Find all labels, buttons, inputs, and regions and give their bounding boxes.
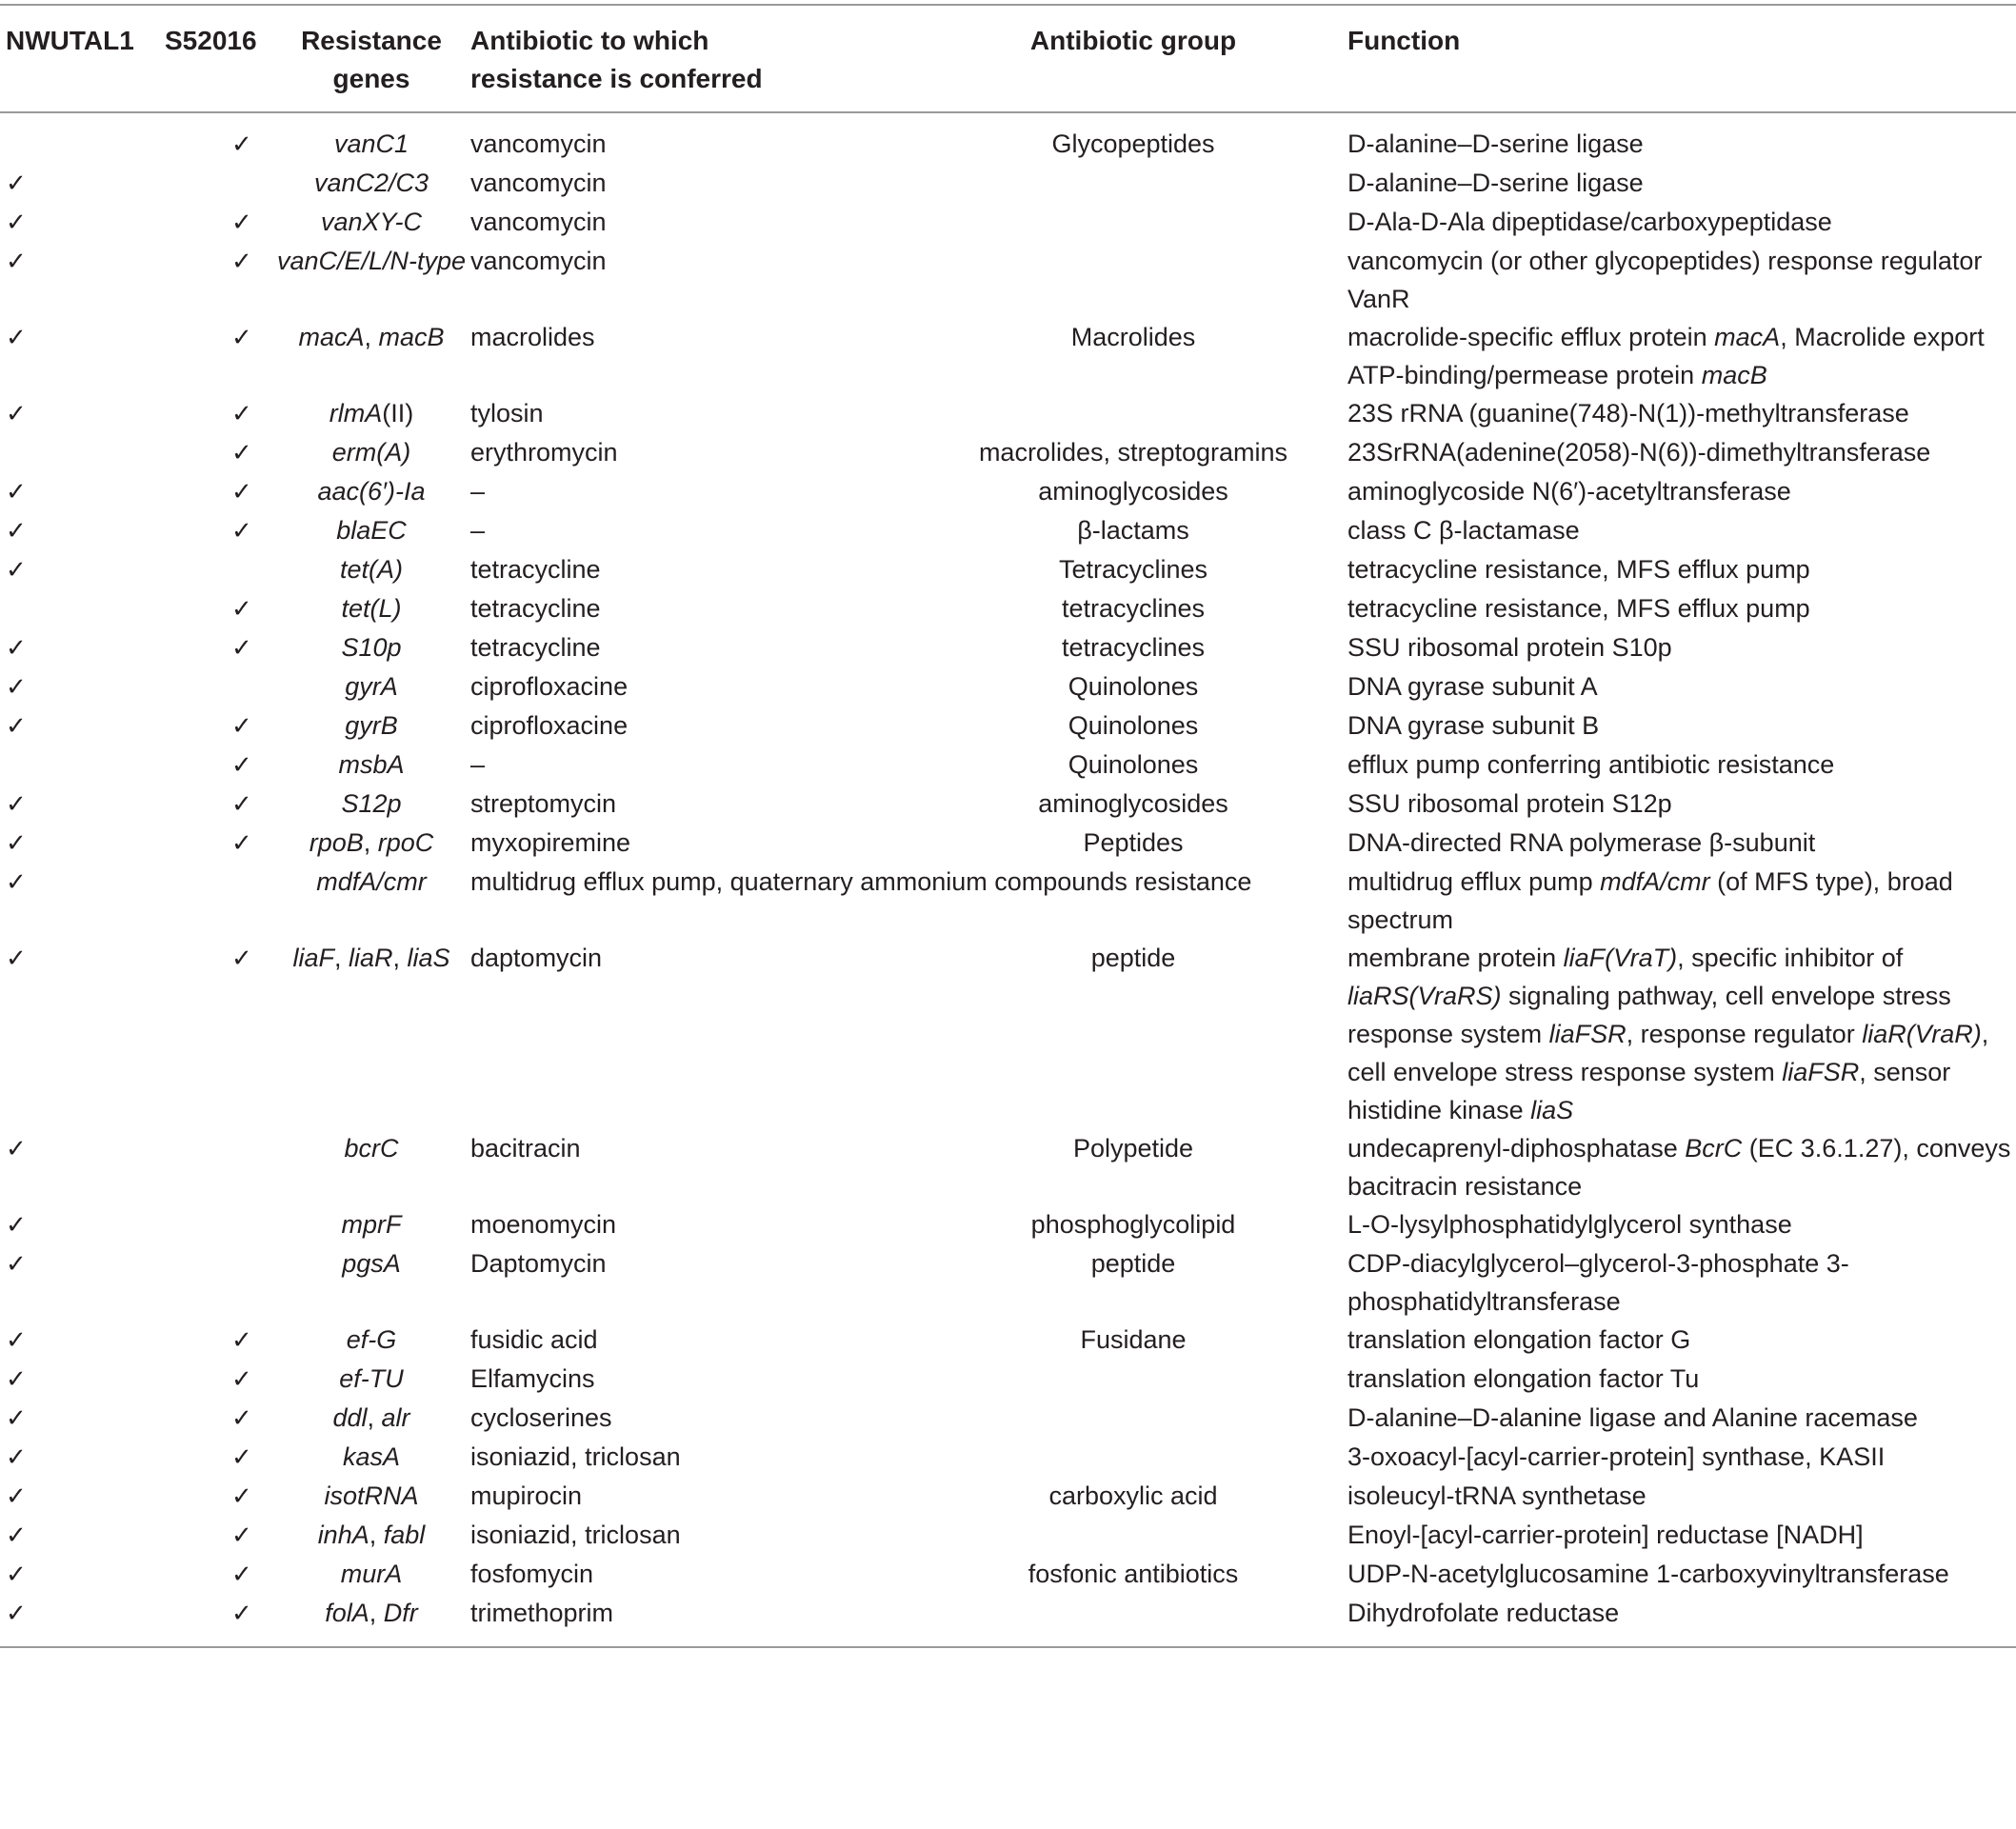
function-cell: undecaprenyl-diphosphatase BcrC (EC 3.6.1.27), conveys bacitracin resistance — [1347, 1134, 2011, 1201]
function-cell: D-Ala-D-Ala dipeptidase/carboxypeptidase — [1347, 208, 1832, 236]
check-icon: ✓ — [6, 868, 27, 897]
table-row — [0, 1555, 2016, 1594]
function-cell: macrolide-specific efflux protein macA, Macrolide export ATP-binding/permease protein macB — [1347, 323, 1985, 389]
function-cell: L-O-lysylphosphatidylglycerol synthase — [1347, 1210, 1792, 1239]
gene-cell: msbA — [338, 750, 405, 779]
header-antibiotic-text: Antibiotic to which resistance is conferred — [470, 26, 763, 93]
antibiotic-group-cell — [919, 1438, 1347, 1477]
header-s52016: S52016 — [165, 26, 257, 55]
gene-cell: blaEC — [336, 516, 407, 545]
nwutal1-cell — [0, 203, 162, 242]
nwutal1-cell — [0, 1129, 162, 1205]
antibiotic-group-cell: Polypetide — [1072, 1134, 1194, 1163]
check-icon: ✓ — [6, 169, 27, 198]
check-icon: ✓ — [6, 478, 27, 507]
function-cell: Dihydrofolate reductase — [1347, 1599, 1620, 1627]
table-row — [0, 394, 2016, 433]
antibiotic-cell: cycloserines — [470, 1403, 612, 1432]
function-cell: class C β-lactamase — [1347, 516, 1580, 545]
antibiotic-cell: isoniazid, triclosan — [470, 1442, 681, 1471]
table-row — [0, 785, 2016, 824]
check-icon: ✓ — [231, 1482, 252, 1511]
antibiotic-group-cell: tetracyclines — [1061, 594, 1206, 623]
function-cell: Enoyl-[acyl-carrier-protein] reductase [NADH] — [1347, 1521, 1864, 1549]
nwutal1-cell — [0, 628, 162, 667]
gene-cell: kasA — [342, 1442, 401, 1471]
s52016-cell — [162, 1244, 276, 1321]
header-antibiotic — [467, 5, 919, 112]
function-cell: isoleucyl-tRNA synthetase — [1347, 1481, 1647, 1510]
antibiotic-group-cell: aminoglycosides — [1038, 477, 1228, 506]
antibiotic-cell: tetracycline — [470, 555, 601, 584]
antibiotic-cell: isoniazid, triclosan — [470, 1521, 681, 1549]
check-icon: ✓ — [231, 400, 252, 428]
s52016-cell — [162, 433, 276, 472]
gene-cell: mprF — [341, 1210, 402, 1239]
function-cell: SSU ribosomal protein S10p — [1347, 633, 1672, 662]
gene-cell: isotRNA — [324, 1481, 419, 1510]
s52016-cell — [162, 1399, 276, 1438]
s52016-cell — [162, 164, 276, 203]
function-cell: D-alanine–D-alanine ligase and Alanine racemase — [1347, 1403, 1918, 1432]
antibiotic-cell: tylosin — [470, 399, 544, 427]
check-icon: ✓ — [231, 1326, 252, 1355]
gene-cell: erm(A) — [331, 438, 411, 467]
function-cell: 23SrRNA(adenine(2058)-N(6))-dimethyltransferase — [1347, 438, 1931, 467]
s52016-cell — [162, 1438, 276, 1477]
table-row — [0, 1594, 2016, 1647]
antibiotic-group-cell: Fusidane — [1080, 1325, 1187, 1354]
function-cell: vancomycin (or other glycopeptides) response regulator VanR — [1347, 247, 1983, 313]
s52016-cell — [162, 1594, 276, 1647]
antibiotic-group-cell: fosfonic antibiotics — [1028, 1560, 1239, 1588]
gene-cell: vanC2/C3 — [313, 169, 429, 197]
antibiotic-cell: trimethoprim — [470, 1599, 614, 1627]
nwutal1-cell — [0, 112, 162, 164]
check-icon: ✓ — [231, 944, 252, 973]
table-row — [0, 1321, 2016, 1360]
nwutal1-cell — [0, 433, 162, 472]
nwutal1-cell — [0, 1477, 162, 1516]
table-row — [0, 203, 2016, 242]
check-icon: ✓ — [6, 1521, 27, 1550]
table-row — [0, 863, 2016, 939]
check-icon: ✓ — [6, 1211, 27, 1240]
nwutal1-cell — [0, 939, 162, 1129]
check-icon: ✓ — [6, 944, 27, 973]
check-icon: ✓ — [6, 712, 27, 741]
function-cell: DNA-directed RNA polymerase β-subunit — [1347, 828, 1816, 857]
header-row — [0, 5, 2016, 112]
nwutal1-cell — [0, 511, 162, 550]
antibiotic-cell: tetracycline — [470, 594, 601, 623]
antibiotic-cell: macrolides — [470, 323, 595, 351]
check-icon: ✓ — [6, 673, 27, 702]
s52016-cell — [162, 746, 276, 785]
nwutal1-cell — [0, 1438, 162, 1477]
check-icon: ✓ — [231, 634, 252, 663]
s52016-cell — [162, 318, 276, 394]
nwutal1-cell — [0, 1205, 162, 1244]
check-icon: ✓ — [6, 829, 27, 858]
antibiotic-group-cell — [919, 1594, 1347, 1647]
nwutal1-cell — [0, 164, 162, 203]
nwutal1-cell — [0, 1321, 162, 1360]
table-row — [0, 164, 2016, 203]
table-row — [0, 1205, 2016, 1244]
antibiotic-cell: ciprofloxacine — [470, 672, 629, 701]
antibiotic-group-cell: Peptides — [1083, 828, 1184, 857]
check-icon: ✓ — [6, 209, 27, 237]
s52016-cell — [162, 1360, 276, 1399]
check-icon: ✓ — [231, 751, 252, 780]
antibiotic-group-cell — [919, 203, 1347, 242]
check-icon: ✓ — [6, 1443, 27, 1472]
gene-cell: tet(L) — [341, 594, 402, 623]
antibiotic-group-cell — [919, 164, 1347, 203]
antibiotic-cell: vancomycin — [470, 169, 607, 197]
nwutal1-cell — [0, 706, 162, 746]
function-cell: multidrug efflux pump mdfA/cmr (of MFS type), broad spectrum — [1347, 867, 1953, 934]
nwutal1-cell — [0, 1244, 162, 1321]
antibiotic-cell: bacitracin — [470, 1134, 581, 1163]
antibiotic-group-cell: Quinolones — [1068, 750, 1199, 779]
check-icon: ✓ — [231, 478, 252, 507]
table-body — [0, 112, 2016, 1647]
check-icon: ✓ — [231, 1443, 252, 1472]
table-row — [0, 706, 2016, 746]
resistance-genes-table — [0, 4, 2016, 1648]
table-row — [0, 1360, 2016, 1399]
s52016-cell — [162, 667, 276, 706]
gene-cell: ddl, alr — [332, 1403, 410, 1432]
nwutal1-cell — [0, 318, 162, 394]
check-icon: ✓ — [6, 1135, 27, 1163]
check-icon: ✓ — [231, 829, 252, 858]
antibiotic-group-cell: carboxylic acid — [1048, 1481, 1218, 1510]
antibiotic-cell: vancomycin — [470, 247, 607, 275]
function-cell: membrane protein liaF(VraT), specific inhibitor of liaRS(VraRS) signaling pathway, cell envelope stress response system liaFSR, response regulator liaR(VraR), cell envelope stress response system liaFSR, sensor histidine kinase liaS — [1347, 944, 1989, 1124]
antibiotic-cell: – — [470, 477, 486, 506]
check-icon: ✓ — [6, 400, 27, 428]
antibiotic-group-cell: peptide — [1090, 944, 1176, 972]
s52016-cell — [162, 863, 276, 939]
nwutal1-cell — [0, 1360, 162, 1399]
nwutal1-cell — [0, 472, 162, 511]
nwutal1-cell — [0, 1555, 162, 1594]
gene-cell: vanXY-C — [320, 208, 423, 236]
gene-cell: macA, macB — [298, 323, 445, 351]
gene-cell: rlmA(II) — [329, 399, 414, 427]
antibiotic-cell: – — [470, 750, 486, 779]
antibiotic-group-cell — [919, 1360, 1347, 1399]
s52016-cell — [162, 394, 276, 433]
gene-cell: liaF, liaR, liaS — [292, 944, 450, 972]
s52016-cell — [162, 706, 276, 746]
antibiotic-group-cell — [919, 1516, 1347, 1555]
s52016-cell — [162, 1555, 276, 1594]
antibiotic-group-cell — [919, 242, 1347, 318]
antibiotic-group-cell: β-lactams — [1077, 516, 1189, 545]
antibiotic-cell: vancomycin — [470, 208, 607, 236]
antibiotic-group-cell: aminoglycosides — [1038, 789, 1228, 818]
table-row — [0, 1516, 2016, 1555]
check-icon: ✓ — [231, 1365, 252, 1394]
header-nwutal1: NWUTAL1 — [6, 26, 134, 55]
gene-cell: S12p — [341, 789, 402, 818]
nwutal1-cell — [0, 1594, 162, 1647]
gene-cell: ef-G — [346, 1325, 397, 1354]
gene-cell: ef-TU — [339, 1364, 404, 1393]
antibiotic-cell: vancomycin — [470, 129, 607, 158]
s52016-cell — [162, 1129, 276, 1205]
table-row — [0, 511, 2016, 550]
antibiotic-group-cell: Glycopeptides — [1051, 129, 1215, 158]
table-row — [0, 1438, 2016, 1477]
gene-cell: gyrB — [345, 711, 398, 740]
function-cell: D-alanine–D-serine ligase — [1347, 169, 1644, 197]
nwutal1-cell — [0, 746, 162, 785]
check-icon: ✓ — [231, 1561, 252, 1589]
antibiotic-cell: streptomycin — [470, 789, 617, 818]
check-icon: ✓ — [231, 1600, 252, 1628]
gene-cell: inhA, fabl — [317, 1521, 426, 1549]
check-icon: ✓ — [231, 517, 252, 546]
function-cell: D-alanine–D-serine ligase — [1347, 129, 1644, 158]
gene-cell: vanC1 — [333, 129, 409, 158]
header-resistance-genes-text: Resistance genes — [301, 26, 442, 93]
function-cell: UDP-N-acetylglucosamine 1-carboxyvinyltransferase — [1347, 1560, 1949, 1588]
s52016-cell — [162, 1516, 276, 1555]
antibiotic-group-cell: peptide — [1090, 1249, 1176, 1278]
gene-cell: tet(A) — [339, 555, 403, 584]
s52016-cell — [162, 112, 276, 164]
table-row — [0, 472, 2016, 511]
check-icon: ✓ — [6, 790, 27, 819]
function-cell: SSU ribosomal protein S12p — [1347, 789, 1672, 818]
antibiotic-group-cell: Quinolones — [1068, 711, 1199, 740]
antibiotic-group-cell: Tetracyclines — [1058, 555, 1208, 584]
nwutal1-cell — [0, 824, 162, 863]
header-resistance-genes — [276, 5, 467, 112]
check-icon: ✓ — [6, 1600, 27, 1628]
nwutal1-cell — [0, 589, 162, 628]
table-row — [0, 667, 2016, 706]
table-header — [0, 5, 2016, 112]
nwutal1-cell — [0, 242, 162, 318]
check-icon: ✓ — [6, 324, 27, 352]
check-icon: ✓ — [6, 1561, 27, 1589]
function-cell: DNA gyrase subunit B — [1347, 711, 1600, 740]
header-function: Function — [1347, 26, 1461, 55]
table-row — [0, 824, 2016, 863]
gene-cell: bcrC — [344, 1134, 399, 1163]
check-icon: ✓ — [231, 248, 252, 276]
nwutal1-cell — [0, 863, 162, 939]
gene-cell: pgsA — [342, 1249, 401, 1278]
antibiotic-cell: erythromycin — [470, 438, 618, 467]
antibiotic-cell: ciprofloxacine — [470, 711, 629, 740]
antibiotic-group-cell — [919, 1399, 1347, 1438]
gene-cell: rpoB, rpoC — [309, 828, 434, 857]
table-row — [0, 112, 2016, 164]
nwutal1-cell — [0, 1516, 162, 1555]
antibiotic-group-cell: Macrolides — [1070, 323, 1196, 351]
header-antibiotic-group: Antibiotic group — [1029, 26, 1237, 55]
nwutal1-cell — [0, 785, 162, 824]
s52016-cell — [162, 203, 276, 242]
s52016-cell — [162, 1205, 276, 1244]
s52016-cell — [162, 550, 276, 589]
s52016-cell — [162, 589, 276, 628]
check-icon: ✓ — [231, 595, 252, 624]
table-row — [0, 242, 2016, 318]
antibiotic-cell: multidrug efflux pump, quaternary ammonium compounds resistance — [470, 867, 1252, 896]
gene-cell: murA — [340, 1560, 403, 1588]
antibiotic-cell: Daptomycin — [470, 1249, 607, 1278]
antibiotic-cell: myxopiremine — [470, 828, 631, 857]
antibiotic-group-cell: phosphoglycolipid — [1030, 1210, 1236, 1239]
s52016-cell — [162, 939, 276, 1129]
gene-cell: S10p — [341, 633, 402, 662]
s52016-cell — [162, 628, 276, 667]
gene-cell: aac(6′)-Ia — [317, 477, 426, 506]
check-icon: ✓ — [6, 556, 27, 585]
antibiotic-group-cell — [919, 394, 1347, 433]
check-icon: ✓ — [6, 248, 27, 276]
gene-cell: vanC/E/L/N-type — [276, 247, 467, 275]
s52016-cell — [162, 242, 276, 318]
function-cell: 3-oxoacyl-[acyl-carrier-protein] synthase, KASII — [1347, 1442, 1886, 1471]
antibiotic-group-cell: macrolides, streptogramins — [978, 438, 1288, 467]
table-row — [0, 1129, 2016, 1205]
table-row — [0, 1244, 2016, 1321]
antibiotic-cell: tetracycline — [470, 633, 601, 662]
check-icon: ✓ — [6, 1326, 27, 1355]
function-cell: aminoglycoside N(6′)-acetyltransferase — [1347, 477, 1791, 506]
function-cell: CDP-diacylglycerol–glycerol-3-phosphate 3-phosphatidyltransferase — [1347, 1249, 1849, 1316]
check-icon: ✓ — [6, 634, 27, 663]
s52016-cell — [162, 824, 276, 863]
check-icon: ✓ — [231, 1521, 252, 1550]
s52016-cell — [162, 472, 276, 511]
table-row — [0, 746, 2016, 785]
table-row — [0, 589, 2016, 628]
function-cell: translation elongation factor G — [1347, 1325, 1691, 1354]
antibiotic-group-cell: Quinolones — [1068, 672, 1199, 701]
antibiotic-cell: fosfomycin — [470, 1560, 594, 1588]
s52016-cell — [162, 1477, 276, 1516]
check-icon: ✓ — [231, 209, 252, 237]
function-cell: 23S rRNA (guanine(748)-N(1))-methyltransferase — [1347, 399, 1909, 427]
function-cell: tetracycline resistance, MFS efflux pump — [1347, 555, 1810, 584]
gene-cell: folA, Dfr — [325, 1599, 418, 1627]
s52016-cell — [162, 511, 276, 550]
antibiotic-cell: daptomycin — [470, 944, 603, 972]
function-cell: tetracycline resistance, MFS efflux pump — [1347, 594, 1810, 623]
table-row — [0, 1399, 2016, 1438]
antibiotic-cell: – — [470, 516, 486, 545]
table-row — [0, 1477, 2016, 1516]
nwutal1-cell — [0, 667, 162, 706]
antibiotic-cell: fusidic acid — [470, 1325, 598, 1354]
check-icon: ✓ — [6, 1365, 27, 1394]
table-row — [0, 628, 2016, 667]
check-icon: ✓ — [231, 1404, 252, 1433]
antibiotic-cell: moenomycin — [470, 1210, 617, 1239]
function-cell: DNA gyrase subunit A — [1347, 672, 1598, 701]
table-row — [0, 939, 2016, 1129]
check-icon: ✓ — [231, 324, 252, 352]
check-icon: ✓ — [231, 130, 252, 159]
function-cell: efflux pump conferring antibiotic resistance — [1347, 750, 1835, 779]
gene-cell: gyrA — [345, 672, 398, 701]
s52016-cell — [162, 785, 276, 824]
check-icon: ✓ — [231, 439, 252, 467]
nwutal1-cell — [0, 1399, 162, 1438]
table-row — [0, 318, 2016, 394]
check-icon: ✓ — [231, 712, 252, 741]
table-row — [0, 433, 2016, 472]
function-cell: translation elongation factor Tu — [1347, 1364, 1700, 1393]
check-icon: ✓ — [6, 1250, 27, 1279]
gene-cell: mdfA/cmr — [316, 867, 427, 896]
check-icon: ✓ — [231, 790, 252, 819]
table-row — [0, 550, 2016, 589]
check-icon: ✓ — [6, 517, 27, 546]
check-icon: ✓ — [6, 1482, 27, 1511]
antibiotic-cell: mupirocin — [470, 1481, 583, 1510]
nwutal1-cell — [0, 394, 162, 433]
antibiotic-group-cell: tetracyclines — [1061, 633, 1206, 662]
check-icon: ✓ — [6, 1404, 27, 1433]
nwutal1-cell — [0, 550, 162, 589]
s52016-cell — [162, 1321, 276, 1360]
antibiotic-cell: Elfamycins — [470, 1364, 595, 1393]
